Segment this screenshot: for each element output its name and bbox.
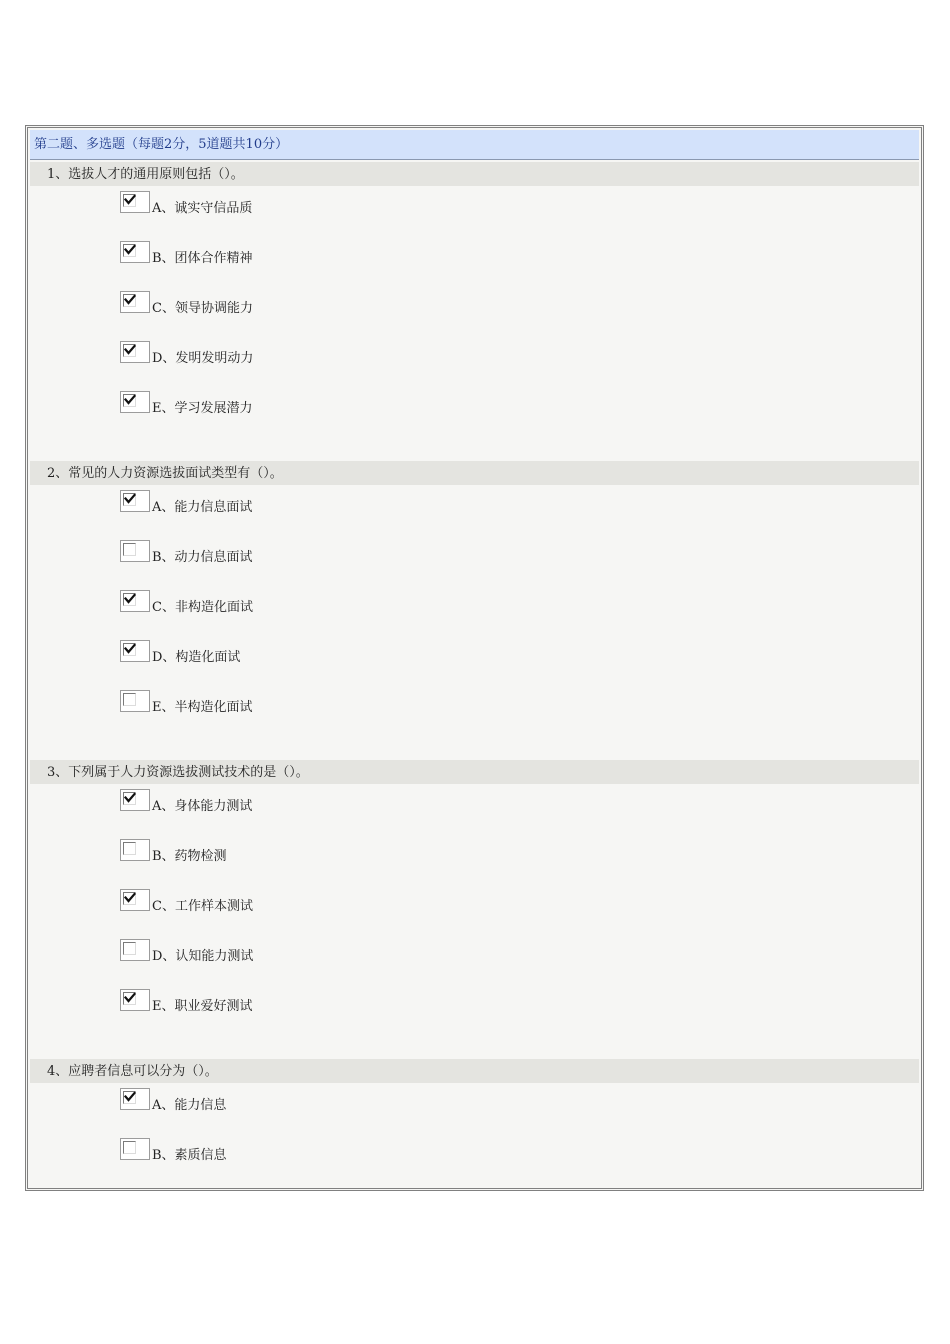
option-checkbox[interactable] <box>120 241 150 263</box>
option-label: E、职业爱好测试 <box>152 999 253 1014</box>
checkbox-box <box>123 693 136 706</box>
question-title: 1、选拔人才的通用原则包括（）。 <box>30 162 919 186</box>
checkbox-box <box>123 1141 136 1154</box>
option-label: B、素质信息 <box>152 1148 227 1163</box>
option-checkbox[interactable] <box>120 939 150 961</box>
option-checkbox[interactable] <box>120 1088 150 1110</box>
checkmark-icon <box>123 243 137 257</box>
option-checkbox[interactable] <box>120 789 150 811</box>
option-label: D、认知能力测试 <box>152 949 254 964</box>
option-checkbox[interactable] <box>120 291 150 313</box>
checkmark-icon <box>123 592 137 606</box>
question-2 <box>30 461 919 715</box>
option-label: A、能力信息面试 <box>152 500 253 515</box>
checkmark-icon <box>123 1090 137 1104</box>
checkmark-icon <box>123 343 137 357</box>
option-label: D、构造化面试 <box>152 650 241 665</box>
option-label: B、团体合作精神 <box>152 251 253 266</box>
question-4 <box>30 1059 919 1163</box>
checkmark-icon <box>123 393 137 407</box>
option-checkbox[interactable] <box>120 690 150 712</box>
question-title: 4、应聘者信息可以分为（）。 <box>30 1059 919 1083</box>
checkmark-icon <box>123 293 137 307</box>
option-checkbox[interactable] <box>120 839 150 861</box>
checkmark-icon <box>123 991 137 1005</box>
question-title: 3、下列属于人力资源选拔测试技术的是（）。 <box>30 760 919 784</box>
option-checkbox[interactable] <box>120 490 150 512</box>
option-label: A、诚实守信品质 <box>152 201 253 216</box>
option-checkbox[interactable] <box>120 889 150 911</box>
option-label: B、药物检测 <box>152 849 227 864</box>
option-label: E、学习发展潜力 <box>152 401 253 416</box>
checkmark-icon <box>123 791 137 805</box>
option-label: C、非构造化面试 <box>152 600 253 615</box>
option-checkbox[interactable] <box>120 391 150 413</box>
option-checkbox[interactable] <box>120 540 150 562</box>
option-checkbox[interactable] <box>120 1138 150 1160</box>
option-label: E、半构造化面试 <box>152 700 253 715</box>
section-title: 第二题、多选题（每题2分，5道题共10分） <box>30 130 919 160</box>
checkmark-icon <box>123 193 137 207</box>
question-title: 2、常见的人力资源选拔面试类型有（）。 <box>30 461 919 485</box>
option-checkbox[interactable] <box>120 640 150 662</box>
checkbox-box <box>123 543 136 556</box>
question-1 <box>30 162 919 416</box>
question-3 <box>30 760 919 1014</box>
option-label: A、能力信息 <box>152 1098 227 1113</box>
checkmark-icon <box>123 492 137 506</box>
option-checkbox[interactable] <box>120 590 150 612</box>
option-label: B、动力信息面试 <box>152 550 253 565</box>
checkmark-icon <box>123 642 137 656</box>
checkmark-icon <box>123 891 137 905</box>
option-checkbox[interactable] <box>120 341 150 363</box>
option-label: C、领导协调能力 <box>152 301 253 316</box>
option-label: C、工作样本测试 <box>152 899 253 914</box>
option-checkbox[interactable] <box>120 191 150 213</box>
option-checkbox[interactable] <box>120 989 150 1011</box>
checkbox-box <box>123 942 136 955</box>
checkbox-box <box>123 842 136 855</box>
option-label: A、身体能力测试 <box>152 799 253 814</box>
option-label: D、发明发明动力 <box>152 351 254 366</box>
quiz-panel <box>25 125 924 1191</box>
